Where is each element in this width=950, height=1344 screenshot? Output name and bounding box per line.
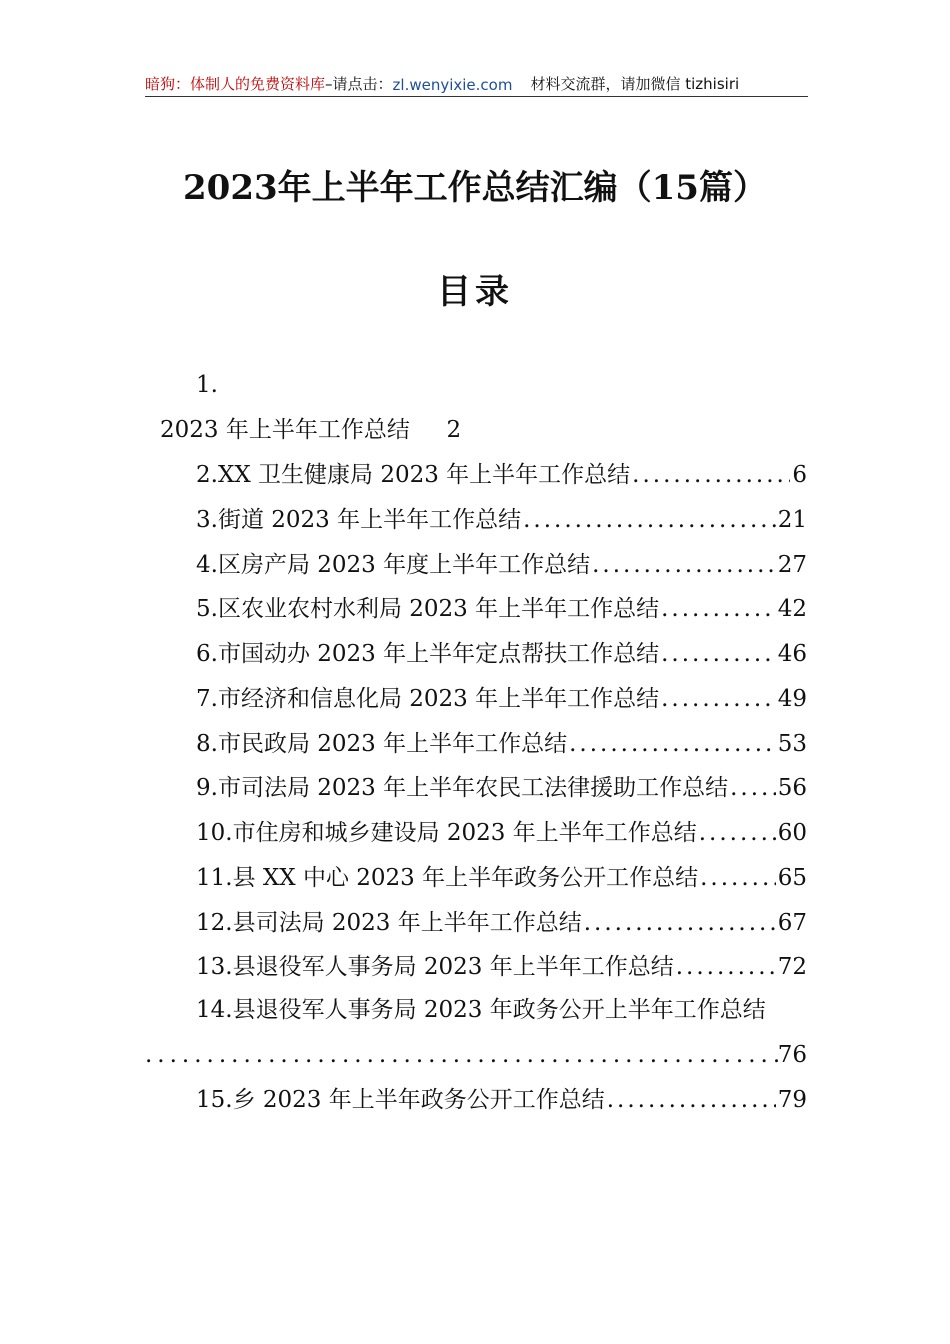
dot-leader: [661, 594, 776, 624]
toc-entry-title: 5.区农业农村水利局 2023 年上半年工作总结: [196, 596, 660, 623]
toc-entry-14[interactable]: [196, 995, 766, 1025]
toc-entry-title: 8.市民政局 2023 年上半年工作总结: [196, 730, 568, 757]
dot-leader: [676, 952, 776, 982]
toc-entry-page: 72: [777, 954, 807, 981]
toc-entry-14-page: 76: [777, 1042, 807, 1068]
toc-entry-title: 3.街道 2023 年上半年工作总结: [196, 506, 522, 533]
dot-leader: [523, 505, 776, 535]
toc-entry-page: 56: [777, 775, 807, 802]
toc-entry[interactable]: [196, 684, 807, 714]
toc-entry[interactable]: [196, 818, 807, 848]
dot-leader: [584, 908, 776, 938]
toc-heading: 目录: [437, 272, 513, 312]
toc-entry-1-number[interactable]: 1.: [196, 372, 218, 398]
toc-entry-1[interactable]: [160, 415, 461, 445]
toc-entry[interactable]: [196, 594, 807, 624]
toc-entry-title: 13.县退役军人事务局 2023 年上半年工作总结: [196, 954, 674, 981]
toc-entry-page: 21: [777, 506, 807, 533]
toc-entry-title: 2.XX 卫生健康局 2023 年上半年工作总结: [196, 462, 631, 488]
toc-entry-page: 46: [777, 641, 807, 667]
document-title: 2023年上半年工作总结汇编（15篇）: [183, 168, 767, 208]
toc-entry-title: 4.区房产局 2023 年度上半年工作总结: [196, 551, 591, 578]
dot-leader: [632, 460, 790, 490]
toc-entry-title: 7.市经济和信息化局 2023 年上半年工作总结: [196, 685, 660, 712]
toc-entry-title: 6.市国动办 2023 年上半年定点帮扶工作总结: [196, 641, 660, 667]
toc-entry[interactable]: [196, 908, 807, 938]
toc-entry[interactable]: [196, 460, 807, 490]
toc-entry-page: 42: [777, 596, 807, 623]
dot-leader: [700, 863, 776, 893]
toc-entry-title: 9.市司法局 2023 年上半年农民工法律援助工作总结: [196, 775, 729, 802]
toc-entry-page: 27: [777, 551, 807, 578]
dot-leader: [730, 773, 776, 803]
toc-entry[interactable]: [196, 863, 807, 893]
dot-leader: [661, 684, 776, 714]
toc-entry-page: 53: [777, 730, 807, 757]
toc-entry-15-title: 15.乡 2023 年上半年政务公开工作总结: [196, 1087, 605, 1113]
toc-entry[interactable]: [196, 729, 807, 759]
toc-entry[interactable]: [196, 505, 807, 535]
toc-entry[interactable]: [196, 639, 807, 669]
toc-entry[interactable]: [196, 952, 807, 982]
toc-entry-title: 11.县 XX 中心 2023 年上半年政务公开工作总结: [196, 864, 699, 891]
dot-leader: [569, 729, 776, 759]
toc-entry[interactable]: [196, 550, 807, 580]
header-wechat-note: 材料交流群，请加微信 tizhisiri: [530, 75, 740, 93]
toc-entry-1-page: 2: [446, 417, 462, 443]
toc-entry-page: 6: [792, 462, 807, 488]
dot-leader: [661, 639, 776, 669]
toc-entry-title: 10.市住房和城乡建设局 2023 年上半年工作总结: [196, 820, 697, 846]
toc-entry-page: 49: [777, 685, 807, 712]
toc-entry-page: 67: [777, 909, 807, 936]
toc-entry-page: 60: [777, 820, 807, 846]
page-header: [145, 68, 808, 97]
toc-entry-14-title: 14.县退役军人事务局 2023 年政务公开上半年工作总结: [196, 997, 766, 1023]
toc-entry[interactable]: [196, 773, 807, 803]
toc-entry-page: 65: [777, 864, 807, 891]
toc-entry-14-leader: [145, 1040, 807, 1070]
toc-entry-15[interactable]: [196, 1085, 807, 1115]
header-click-prompt: –请点击：: [325, 75, 393, 93]
dot-leader: [699, 818, 776, 848]
dot-leader: [607, 1085, 776, 1115]
header-url-link[interactable]: zl.wenyixie.com: [392, 76, 513, 94]
header-site-name: 暗狗：体制人的免费资料库: [145, 75, 326, 93]
toc-entry-title: 12.县司法局 2023 年上半年工作总结: [196, 909, 582, 936]
toc-entry-1-title: 2023 年上半年工作总结: [160, 417, 410, 443]
dot-leader: [592, 550, 776, 580]
toc-entry-15-page: 79: [777, 1087, 807, 1113]
